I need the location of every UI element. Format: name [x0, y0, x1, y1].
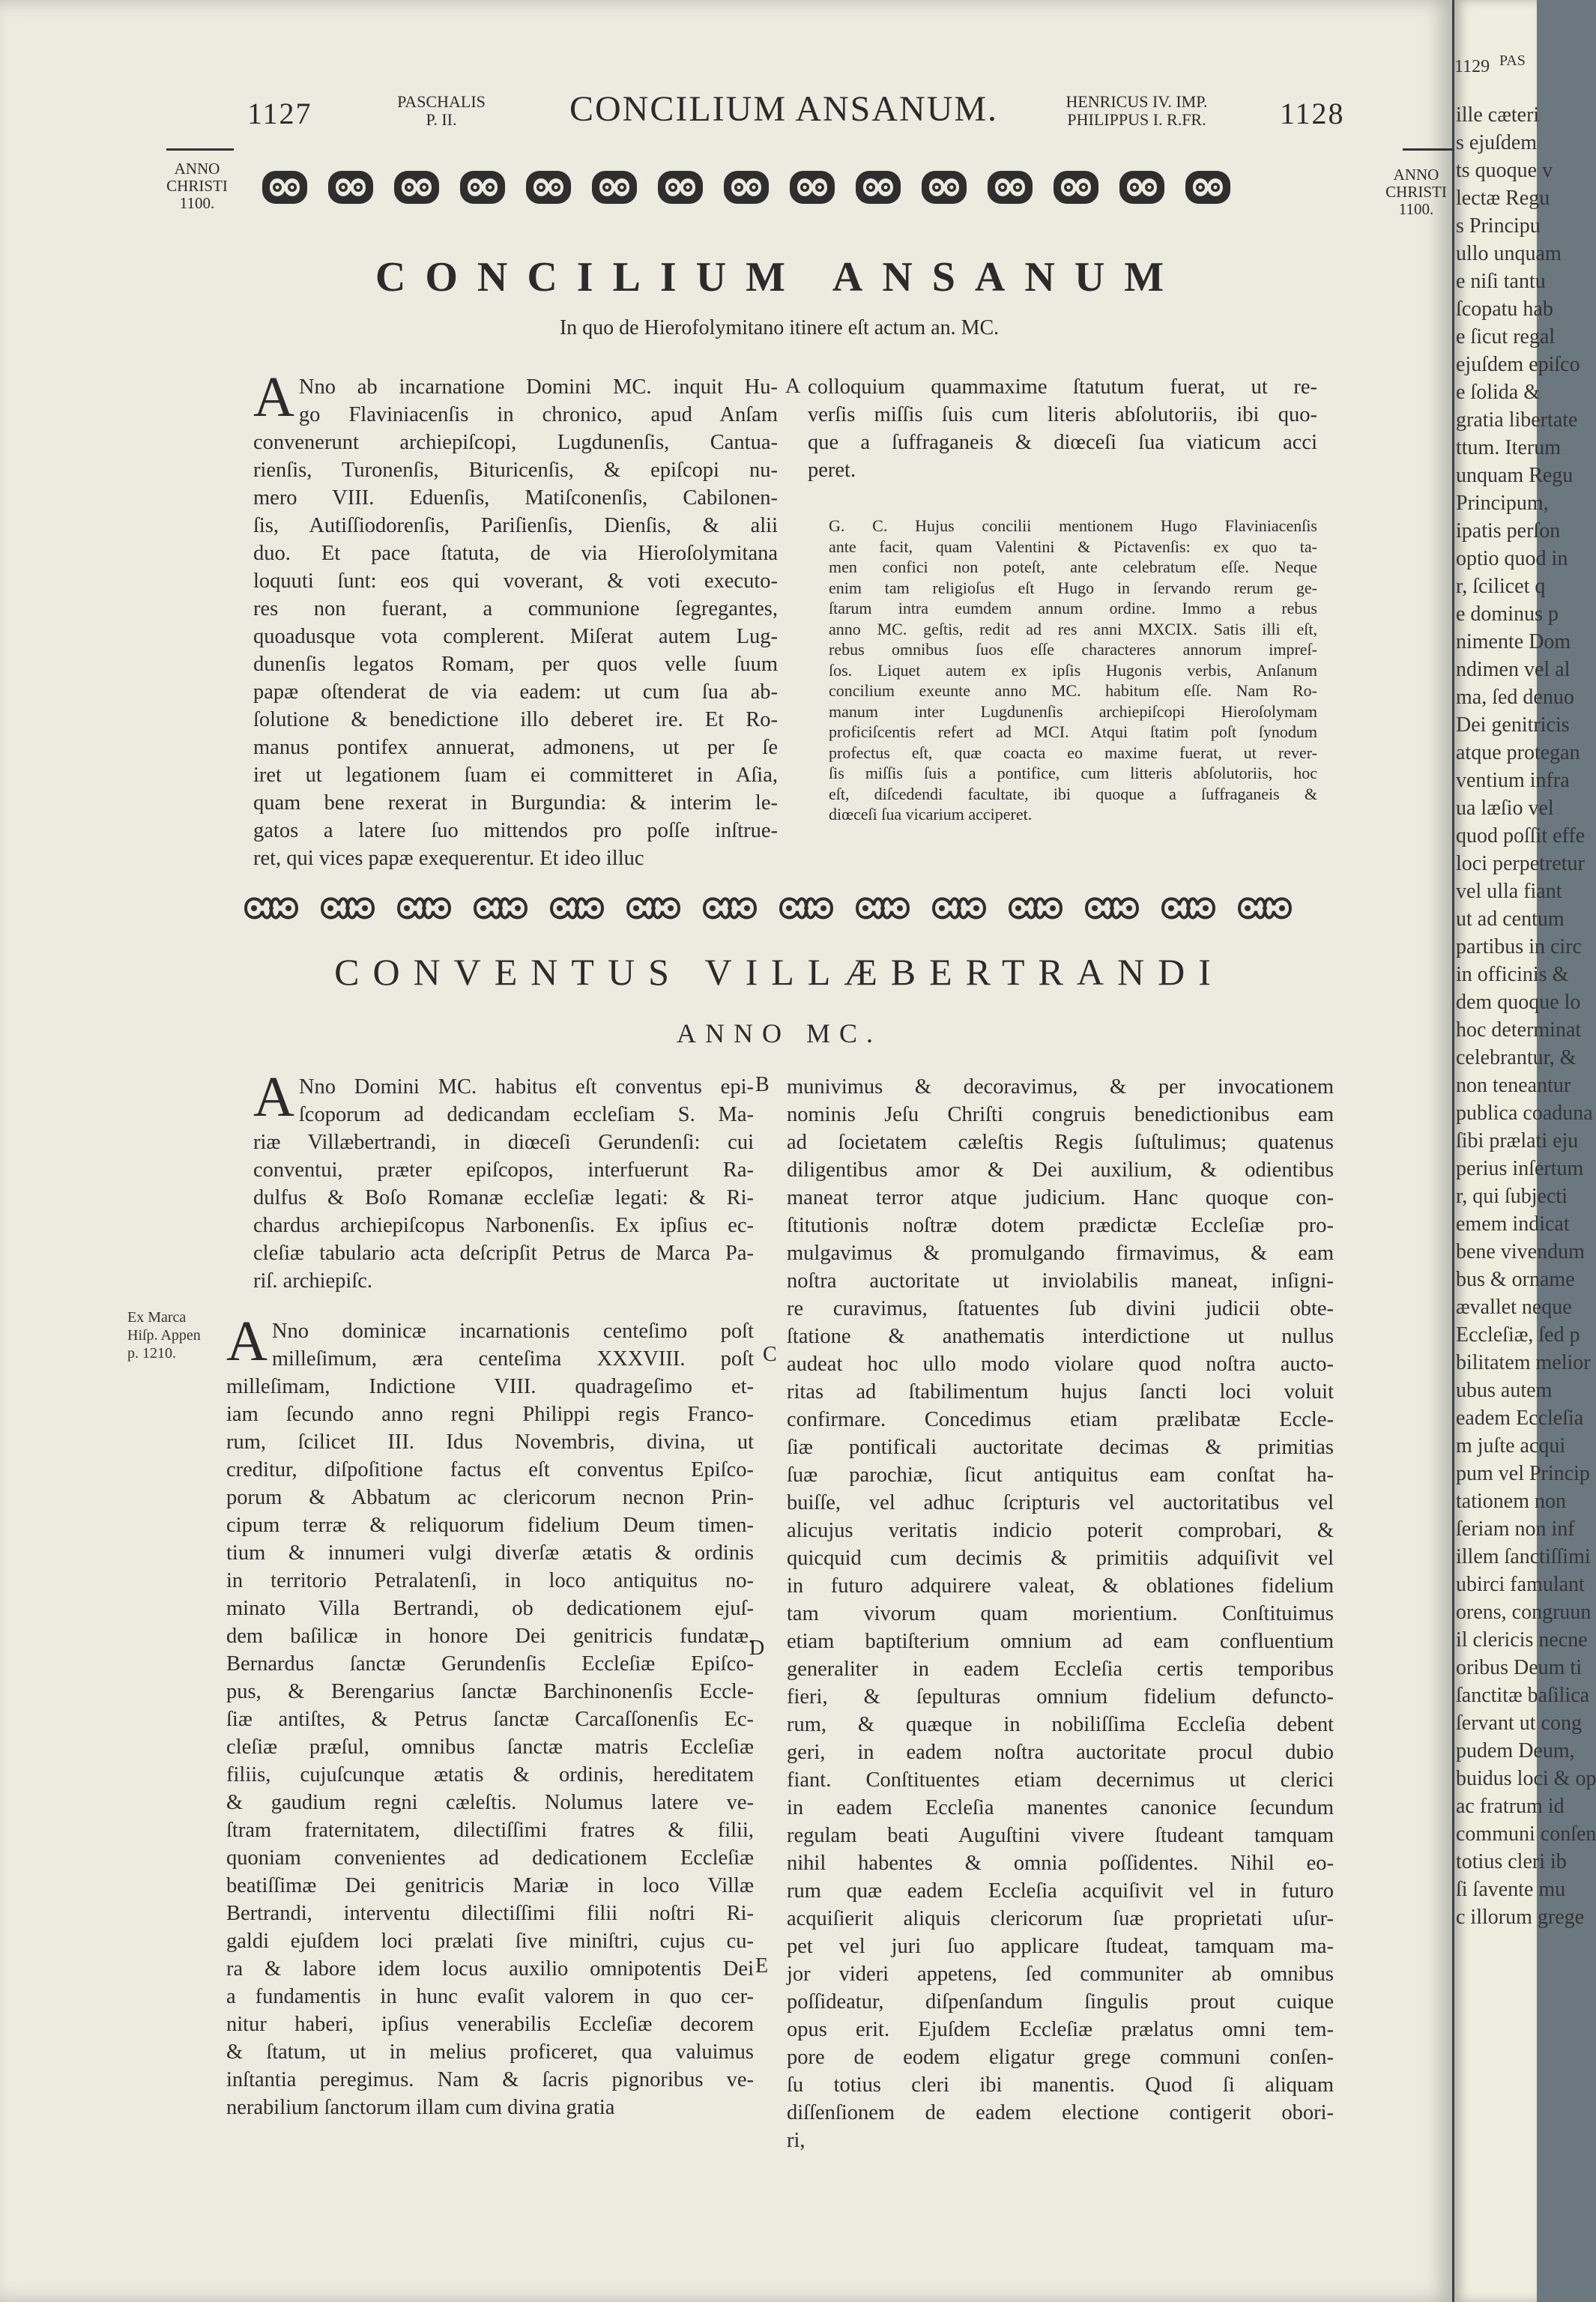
scroll-ornament-icon	[1051, 166, 1101, 208]
text-line: pore de eodem eligatur grege communi conſen-	[787, 2046, 1334, 2069]
strip-line: eadem Eccleſia	[1456, 1407, 1584, 1430]
editor-note	[829, 516, 1317, 825]
strip-line: ejuſdem epiſco	[1456, 353, 1580, 376]
strip-line: totius cleri ib	[1456, 1850, 1567, 1873]
text-line: poſſideatur, diſpenſandum ſingulis prout cuique	[787, 1990, 1334, 2014]
text-line: mero VIII. Eduenſis, Matiſconenſis, Cabilonen-	[253, 486, 778, 510]
section2-intro	[253, 1066, 754, 1295]
text-line: chardus archiepiſcopus Narbonenſis. Ex ipſius ec-	[253, 1214, 754, 1237]
strip-line: unquam Regu	[1456, 464, 1574, 487]
strip-line: ts quoque v	[1456, 159, 1553, 182]
text-line: buiſſe, vel adhuc ſcripturis vel auctoritatibus vel	[787, 1491, 1334, 1514]
strip-line: Dei genitricis	[1456, 713, 1570, 737]
text-line: ſiæ antiſtes, & Petrus ſanctæ Carcaſſonenſis Ec-	[226, 1708, 754, 1731]
strip-line: ac fratrum id	[1456, 1795, 1565, 1818]
strip-line: loci perpetretur	[1456, 852, 1585, 875]
strip-line: ipatis perſon	[1456, 519, 1561, 543]
text-line: dulfus & Boſo Romanæ eccleſiæ legati: & Ri-	[253, 1186, 754, 1209]
fleuron-icon	[471, 890, 531, 926]
fleuron-icon	[700, 890, 760, 926]
text-line: diſſenſionem de eadem electione contigerit obori-	[787, 2101, 1334, 2124]
drop-cap: A	[253, 366, 294, 429]
strip-line: ubus autem	[1456, 1379, 1553, 1402]
section2-left-column	[226, 1310, 754, 2121]
text-line: cipum terræ & reliquorum fidelium Deum timen-	[226, 1514, 754, 1537]
anno-christi-right: ANNO CHRISTI 1100.	[1385, 166, 1447, 218]
strip-line: ille cæteri	[1456, 103, 1540, 127]
text-line: pet vel juri ſuo applicare ſtudeat, tamquam ma-	[787, 1935, 1334, 1958]
strip-line: perius inſertum	[1456, 1157, 1584, 1180]
strip-line: orens, congruun	[1456, 1601, 1592, 1624]
note-line: anno MC. geſtis, redit ad res anni MXCIX. Satis illi eſt,	[829, 619, 1317, 638]
text-line: ſtram fraternitatem, dilectiſſimi fratres & filii,	[226, 1819, 754, 1842]
text-line: nominis Jeſu Chriſti congruis benedictionibus eam	[787, 1103, 1334, 1126]
strip-line: illem ſanctiſſimi	[1456, 1545, 1591, 1568]
text-line: colloquium quammaxime ſtatutum fuerat, ut re-	[808, 375, 1317, 399]
margin-note-line: Ex Marca	[127, 1309, 187, 1326]
text-line: papæ oſtenderat de via eadem: ut cum ſua ab-	[253, 680, 778, 704]
text-line: cleſiæ tabulario acta deſcripſit Petrus de Marca Pa-	[253, 1242, 754, 1265]
fleuron-icon	[853, 890, 913, 926]
strip-line: ua læſio vel	[1456, 797, 1554, 820]
strip-line: pudem Deum,	[1456, 1739, 1575, 1762]
text-line: Bernardus ſanctæ Gerundenſis Eccleſiæ Epiſco-	[226, 1652, 754, 1676]
margin-note-line: Hiſp. Appen	[127, 1327, 201, 1344]
text-line: etiam baptiſterium omnium ad eam confluentium	[787, 1630, 1334, 1653]
strip-line: e niſi tantu	[1456, 270, 1546, 293]
header-rule-left	[166, 148, 234, 151]
section-title-concilium-ansanum: CONCILIUM ANSANUM	[375, 254, 1184, 300]
strip-line: ſanctitæ baſilica	[1456, 1684, 1590, 1707]
text-line: rum, ſcilicet III. Idus Novembris, divina, ut	[226, 1431, 754, 1454]
strip-line: tationem non	[1456, 1490, 1566, 1513]
text-line: manus pontifex annuerat, admonens, ut per ſe	[253, 736, 778, 759]
text-line: & ſtatum, ut in melius proficeret, qua valuimus	[226, 2040, 754, 2064]
text-line: jor videri appetens, ſed communiter ab omnibus	[787, 1963, 1334, 1986]
text-line: nitur haberi, ipſius venerabilis Eccleſiæ decorem	[226, 2013, 754, 2036]
margin-marker-d: D	[749, 1637, 765, 1660]
note-line: proficiſcentis refert ad MCI. Atqui ſtatim poſt ſynodum	[829, 722, 1317, 741]
strip-line: hoc determinat	[1456, 1018, 1582, 1042]
text-line: quicquid cum decimis & primitiis adquiſivit vel	[787, 1547, 1334, 1570]
text-line: iam ſecundo anno regni Philippi regis Franco-	[226, 1403, 754, 1426]
fleuron-icon	[1158, 890, 1218, 926]
text-line: filiis, cujuſcunque ætatis & ordinis, hereditatem	[226, 1763, 754, 1786]
strip-line: vel ulla fiant	[1456, 880, 1562, 903]
strip-line: pum vel Princip	[1456, 1462, 1590, 1485]
text-line: convenerunt archiepiſcopi, Lugdunenſis, Cantua-	[253, 431, 778, 454]
text-line: rum quæ eadem Eccleſia acquiſivit vel in futuro	[787, 1879, 1334, 1903]
text-line: in eadem Eccleſia manentes canonice ſecundum	[787, 1796, 1334, 1819]
strip-line: c illorum grege	[1456, 1906, 1585, 1929]
strip-line: il clericis necne	[1456, 1628, 1588, 1652]
strip-line: nimente Dom	[1456, 630, 1571, 653]
text-line: alicujus veritatis indicio poterit comprobari, &	[787, 1519, 1334, 1542]
section2-right-column	[787, 1073, 1334, 2154]
pope-label: PASCHALIS P. II.	[397, 92, 486, 129]
text-line: que a ſuffraganeis & diœceſi ſua viaticum acci	[808, 431, 1317, 454]
strip-line: ubirci famulant	[1456, 1573, 1585, 1596]
text-line: Nno ab incarnatione Domini MC. inquit Hu-	[298, 375, 778, 399]
fleuron-icon	[1235, 890, 1295, 926]
strip-line: ttum. Iterum	[1456, 436, 1561, 459]
text-line: galdi ejuſdem loci prælati ſive miniſtri, cujus cu-	[226, 1930, 754, 1953]
text-line: in futuro adquirere valeat, & oblationes fidelium	[787, 1574, 1334, 1598]
text-line: generaliter in eadem Eccleſia certis temporibus	[787, 1658, 1334, 1681]
section1-right-column	[808, 373, 1317, 484]
emperors-label: HENRICUS IV. IMP. PHILIPPUS I. R.FR.	[1065, 92, 1208, 129]
text-line: geri, in eadem noſtra auctoritate procul dubio	[787, 1741, 1334, 1764]
strip-line: r, qui ſubjecti	[1456, 1185, 1568, 1208]
note-line: profectus eſt, quæ coacta eo maxime fuerat, ut rever-	[829, 743, 1317, 762]
scroll-ornament-icon	[721, 166, 772, 208]
strip-line: ævallet neque	[1456, 1296, 1572, 1319]
strip-line: quod poſſit effe	[1456, 824, 1586, 848]
text-line: res non fuerant, a communione ſegregantes,	[253, 597, 778, 620]
text-line: ſolutione & benedictione illo deberet ire. Et Ro-	[253, 708, 778, 731]
scroll-ornament-icon	[853, 166, 904, 208]
scroll-ornament-icon	[589, 166, 640, 208]
fleuron-icon	[241, 890, 301, 926]
strip-line: ullo unquam	[1456, 242, 1562, 265]
fleuron-icon	[547, 890, 607, 926]
note-line: concilium exeunte anno MC. habitum eſſe. Nam Ro-	[829, 681, 1317, 700]
strip-line: ventium infra	[1456, 769, 1570, 792]
section1-left-column	[253, 366, 778, 872]
text-line: riſ. archiepiſc.	[253, 1269, 373, 1293]
strip-line: ut ad centum	[1456, 907, 1565, 931]
scroll-ornament-icon	[655, 166, 706, 208]
strip-line: s ejuſdem	[1456, 131, 1538, 154]
note-line: G. C. Hujus concilii mentionem Hugo Flaviniacenſis	[829, 516, 1317, 535]
strip-line: bus & orname	[1456, 1268, 1575, 1291]
text-line: & gaudium regni cæleſtis. Nolumus latere ve-	[226, 1791, 754, 1814]
text-line: tam vivorum quam morientium. Conſtituimus	[787, 1602, 1334, 1625]
text-line: regulam beati Auguſtini vivere ſtudeant tamquam	[787, 1824, 1334, 1847]
fleuron-icon	[929, 890, 989, 926]
text-line: verſis miſſis ſuis cum literis abſolutoriis, ibi quo-	[808, 403, 1317, 426]
text-line: munivimus & decoravimus, & per invocationem	[787, 1075, 1334, 1099]
text-line: tium & innumeri vulgi diverſæ ætatis & ordinis	[226, 1541, 754, 1565]
text-line: noſtra auctoritate ut inviolabilis maneat, inſigni-	[787, 1269, 1334, 1293]
scroll-ornament-icon	[523, 166, 574, 208]
strip-line: in officinis &	[1456, 963, 1569, 986]
fleuron-icon	[776, 890, 836, 926]
text-line: ſiæ pontificali auctoritate decimas & primitias	[787, 1436, 1334, 1459]
text-line: fiant. Conſtituentes etiam decernimus ut clerici	[787, 1768, 1334, 1792]
text-line: dem baſilicæ in honore Dei genitricis fundatæ.	[226, 1625, 754, 1648]
strip-line: e dominus p	[1456, 602, 1559, 626]
scroll-ornament-icon	[325, 166, 376, 208]
strip-line: Eccleſiæ, ſed p	[1456, 1323, 1580, 1347]
text-line: nihil habentes & omnia poſſidentes. Nihil eo-	[787, 1852, 1334, 1875]
strip-line: e ſolida &	[1456, 381, 1540, 404]
note-line: rebus omnibus ſuos eſſe characteres annorum impreſ-	[829, 640, 1317, 659]
ornamental-headpiece	[259, 166, 1233, 208]
strip-line: s Principu	[1456, 214, 1541, 238]
text-line: a fundamentis in hunc evaſit valorem in quo cer-	[226, 1985, 754, 2008]
strip-line: gratia libertate	[1456, 408, 1578, 432]
strip-line: optio quod in	[1456, 547, 1568, 570]
strip-line: bene vivendum	[1456, 1240, 1585, 1263]
text-line: opus erit. Ejuſdem Eccleſiæ prælatus omni tem-	[787, 2018, 1334, 2041]
text-line: ſuæ parochiæ, ſicut antiquitus eam conſtat ha-	[787, 1463, 1334, 1487]
strip-line: partibus in circ	[1456, 935, 1582, 958]
text-line: conventui, præter epiſcopos, interfuerunt Ra-	[253, 1158, 754, 1182]
strip-line: celebrantur, &	[1456, 1046, 1577, 1069]
text-line: beatiſſimæ Dei genitricis Mariæ in loco Villæ	[226, 1874, 754, 1897]
strip-line: non teneantur	[1456, 1074, 1571, 1097]
text-line: nerabilium ſanctorum illam cum divina gratia	[226, 2096, 615, 2119]
text-line: ſis, Autiſſiodorenſis, Pariſienſis, Dienſis, & alii	[253, 514, 778, 537]
text-line: ſtatione & anathematis interdictione ut nullus	[787, 1325, 1334, 1348]
text-line: fieri, & ſepulturas omnium fidelium defuncto-	[787, 1685, 1334, 1709]
adjacent-page-strip	[1452, 0, 1596, 2302]
margin-marker-c: C	[763, 1343, 777, 1366]
strip-line: buidus loci & op	[1456, 1767, 1596, 1790]
text-line: rienſis, Turonenſis, Bituricenſis, & epiſcopi nu-	[253, 459, 778, 482]
page-number-left: 1127	[247, 97, 312, 130]
text-line: pus, & Berengarius ſanctæ Barchinonenſis Eccle-	[226, 1680, 754, 1703]
strip-page-number: 1129	[1454, 57, 1490, 76]
note-line: men confici non poteſt, ante celebratum eſſe. Neque	[829, 558, 1317, 576]
strip-line: m juſte acqui	[1456, 1434, 1566, 1457]
strip-line: ma, ſed denuo	[1456, 686, 1574, 709]
scroll-ornament-icon	[457, 166, 508, 208]
text-line: creditur, diſpoſitione factus eſt conventus Epiſco-	[226, 1458, 754, 1481]
scroll-ornament-icon	[919, 166, 970, 208]
text-line: quoniam convenientes ad dedicationem Eccleſiæ	[226, 1846, 754, 1870]
section-subtitle: In quo de Hierofolymitano itinere eſt actum an. MC.	[559, 316, 1000, 339]
source-margin-note	[127, 1308, 225, 1362]
strip-line: lectæ Regu	[1456, 187, 1550, 210]
text-line: re curavimus, ſtatuentes ſub divini judicii obte-	[787, 1297, 1334, 1320]
drop-cap: A	[253, 1066, 294, 1129]
fleuron-icon	[394, 890, 454, 926]
fleuron-icon	[623, 890, 683, 926]
text-line: rum, & quæque in nobiliſſima Eccleſia debent	[787, 1713, 1334, 1736]
text-line: ſu totius cleri ibi manentis. Quod ſi aliquam	[787, 2073, 1334, 2097]
header-rule-right	[1403, 148, 1452, 151]
text-line: riæ Villæbertrandi, in diœceſi Gerundenſi: cui	[253, 1131, 754, 1154]
fleuron-icon	[1082, 890, 1142, 926]
text-line: maneat terror atque judicium. Hanc quoque con-	[787, 1186, 1334, 1209]
margin-marker-e: E	[755, 1954, 769, 1978]
drop-cap: A	[226, 1310, 267, 1373]
strip-line: ſcopatu hab	[1456, 297, 1553, 321]
text-line: minato Villa Bertrandi, ob dedicationem ejuſ-	[226, 1597, 754, 1620]
strip-line: ſibi prælati eju	[1456, 1129, 1579, 1152]
text-line: acquiſierit aliquis clericorum ſuæ proprietati uſur-	[787, 1907, 1334, 1930]
text-line: milleſimum, æra centeſima XXXVIII. poſt	[271, 1347, 754, 1371]
text-line: loquuti ſunt: eos qui voverant, & voti executo-	[253, 570, 778, 593]
fleuron-icon	[1006, 890, 1065, 926]
text-line: Bertrandi, interventu dilectiſſimi filii noſtri Ri-	[226, 1902, 754, 1925]
text-line: quam bene rexerat in Burgundia: & interim le-	[253, 791, 778, 815]
note-line: diœceſi ſua vicarium acciperet.	[829, 805, 1033, 824]
text-line: Nno Domini MC. habitus eſt conventus epi-	[298, 1075, 754, 1099]
text-line: in territorio Petralatenſi, in loco antiquitus no-	[226, 1569, 754, 1592]
text-line: gatos a latere ſuo mittendos pro poſſe inſtrue-	[253, 819, 778, 842]
scroll-ornament-icon	[787, 166, 838, 208]
strip-line: emem indicat	[1456, 1212, 1570, 1236]
strip-line: ſeriam non inf	[1456, 1517, 1575, 1541]
anno-christi-left: ANNO CHRISTI 1100.	[166, 160, 228, 212]
strip-line: dem quoque lo	[1456, 991, 1581, 1014]
strip-line: e ſicut regal	[1456, 325, 1556, 348]
strip-line: oribus Deum ti	[1456, 1656, 1582, 1679]
note-line: ſis miſſis ſuis a pontifice, cum litteris abſolutoriis, hoc	[829, 764, 1317, 782]
fleuron-divider	[241, 890, 1295, 926]
strip-line: publica coaduna	[1456, 1102, 1593, 1125]
scroll-ornament-icon	[1182, 166, 1233, 208]
note-line: ſos. Liquet autem ex ipſis Hugonis verbis, Anſanum	[829, 660, 1317, 680]
text-line: duo. Et pace ſtatuta, de via Hieroſolymitana	[253, 542, 778, 565]
strip-line: communi conſen	[1456, 1822, 1596, 1846]
text-line: milleſimam, Indictione VIII. quadrageſimo et-	[226, 1375, 754, 1398]
strip-line: ndimen vel al	[1456, 658, 1571, 681]
note-line: eſt, diſcedendi facultate, ibi quoque a ſuffraganeis &	[829, 784, 1317, 803]
scroll-ornament-icon	[985, 166, 1036, 208]
text-line: mulgavimus & promulgando firmavimus, & eam	[787, 1242, 1334, 1265]
margin-note-line: p. 1210.	[127, 1345, 176, 1362]
note-line: enim tam religioſus eſt Hugo in ſervando rerum ge-	[829, 578, 1317, 597]
note-line: ſtarum intra eumdem annum ordine. Immo a rebus	[829, 599, 1317, 617]
text-line: ſtitutionis noſtræ dotem prædictæ Eccleſiæ pro-	[787, 1214, 1334, 1237]
note-line: manum inter Lugdunenſis archiepiſcopi Hieroſolymam	[829, 701, 1317, 721]
running-title: CONCILIUM ANSANUM.	[569, 89, 999, 129]
text-line: ad ſocietatem cæleſtis Regis ſuſtulimus; quatenus	[787, 1131, 1334, 1154]
text-line: ra & labore idem locus auxilio omnipotentis Dei	[226, 1957, 754, 1981]
strip-line: ſi ſavente mu	[1456, 1878, 1566, 1901]
section-title-conventus: CONVENTUS VILLÆBERTRANDI	[334, 951, 1224, 993]
strip-line: ſervant ut cong	[1456, 1712, 1582, 1735]
margin-marker-b: B	[755, 1073, 770, 1096]
section-year: ANNO MC.	[676, 1018, 882, 1048]
strip-line: bilitatem melior	[1456, 1351, 1591, 1374]
text-line: peret.	[808, 459, 856, 482]
text-line: Nno dominicæ incarnationis centeſimo poſt	[271, 1320, 754, 1343]
scroll-ornament-icon	[391, 166, 442, 208]
strip-line: atque protegan	[1456, 741, 1580, 764]
scroll-ornament-icon	[1116, 166, 1167, 208]
text-line: audeat hoc ullo modo violare quod noſtra aucto-	[787, 1353, 1334, 1376]
strip-header-fragment: PAS	[1499, 52, 1526, 69]
fleuron-icon	[318, 890, 378, 926]
text-line: ritas ad ſtabilimentum hujus ſancti loci voluit	[787, 1380, 1334, 1404]
text-line: ſcoporum ad dedicandam eccleſiam S. Ma-	[298, 1103, 754, 1126]
text-line: dunenſis legatos Romam, per quos velle ſuum	[253, 653, 778, 676]
text-line: inſtantia peregimus. Nam & ſacris pignoribus ve-	[226, 2068, 754, 2091]
text-line: ri,	[787, 2129, 805, 2152]
margin-marker-a: A	[785, 375, 801, 398]
text-line: confirmare. Concedimus etiam prælibatæ Eccle-	[787, 1408, 1334, 1431]
text-line: quoadusque vota complerent. Miſerat autem Lug-	[253, 625, 778, 648]
text-line: diligentibus amor & Dei auxilium, & odientibus	[787, 1158, 1334, 1182]
page-number-right: 1128	[1280, 97, 1345, 130]
strip-line: r, ſcilicet q	[1456, 575, 1546, 598]
note-line: ante facit, quam Valentini & Pictavenſis: ex quo ta-	[829, 537, 1317, 556]
text-line: go Flaviniacenſis in chronico, apud Anſam	[298, 403, 778, 426]
scroll-ornament-icon	[259, 166, 310, 208]
text-line: cleſiæ præſul, omnibus ſanctæ matris Eccleſiæ	[226, 1735, 754, 1759]
strip-line: Principum,	[1456, 492, 1549, 515]
text-line: iret ut legationem ſuam ei committeret in Aſia,	[253, 764, 778, 787]
text-line: ret, qui vices papæ exequerentur. Et ideo illuc	[253, 847, 644, 870]
text-line: porum & Abbatum ac clericorum necnon Prin-	[226, 1486, 754, 1509]
